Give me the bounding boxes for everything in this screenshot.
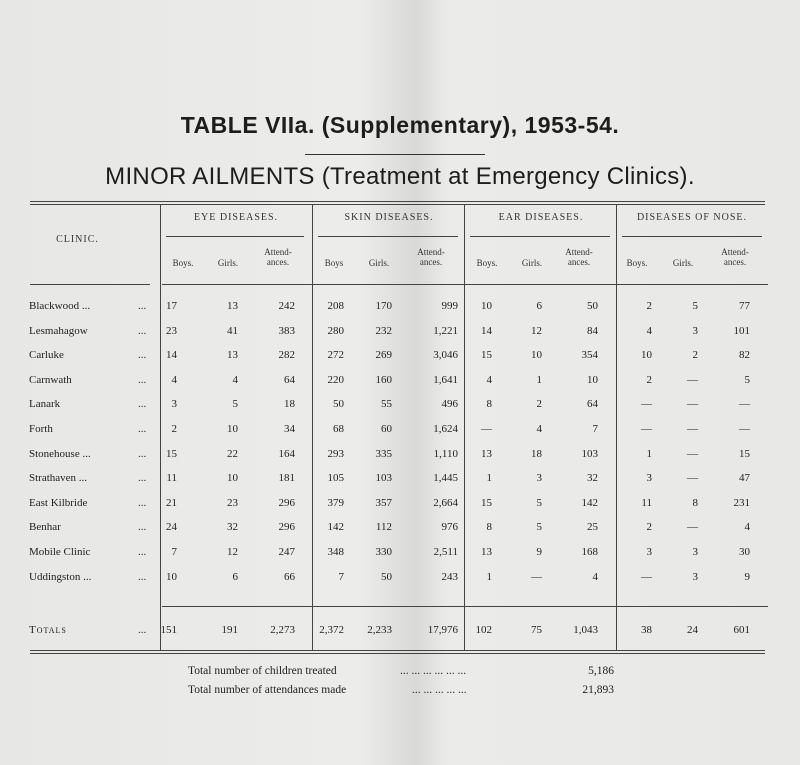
table-cell: 10 <box>227 472 238 485</box>
subheader-eye-attend: Attend- ances. <box>264 247 292 267</box>
table-cell: 13 <box>481 546 492 558</box>
totals-cell: 601 <box>733 624 750 636</box>
table-row <box>0 398 800 422</box>
table-cell: 383 <box>278 324 295 337</box>
table-cell: 6 <box>536 300 542 312</box>
footer-children-dots: ... ... ... ... ... ... <box>400 665 467 677</box>
clinic-name: Mobile Clinic <box>29 546 91 558</box>
clinic-name: Carluke <box>29 349 64 362</box>
table-row <box>0 423 800 447</box>
table-cell: 34 <box>284 423 295 435</box>
table-cell: 357 <box>375 496 392 509</box>
table-cell: 14 <box>166 349 177 362</box>
table-cell: 50 <box>333 398 344 411</box>
subheader-nose-boys: Boys. <box>626 258 648 268</box>
table-cell: 5 <box>692 300 698 312</box>
subheader-eye-boys: Boys. <box>172 258 194 268</box>
clinic-name: Lesmahagow <box>29 324 88 337</box>
clinic-name: Blackwood ... <box>29 300 91 312</box>
footer-attendances-dots: ... ... ... ... ... <box>412 684 467 696</box>
table-cell: 3 <box>646 546 652 558</box>
table-cell: 60 <box>381 423 392 435</box>
table-cell: 168 <box>581 546 598 558</box>
table-cell: 1,221 <box>433 324 458 337</box>
table-cell: — <box>531 570 542 583</box>
totals-rule <box>162 606 768 607</box>
table-cell: 23 <box>227 496 238 509</box>
table-cell: 4 <box>232 373 238 386</box>
table-cell: 11 <box>641 496 652 509</box>
table-cell: 3,046 <box>433 349 458 362</box>
table-cell: 64 <box>284 373 295 386</box>
table-cell: 64 <box>587 398 598 411</box>
clinic-name: Benhar <box>29 521 61 534</box>
table-cell: 348 <box>327 546 344 558</box>
table-cell: 293 <box>327 447 344 460</box>
group-rule-ear <box>470 236 610 237</box>
table-cell: 1 <box>646 447 652 460</box>
totals-cell: 102 <box>475 624 492 636</box>
table-cell: 379 <box>327 496 344 509</box>
table-cell: — <box>687 447 698 460</box>
table-cell: 354 <box>581 349 598 362</box>
table-cell: 1,445 <box>433 472 458 485</box>
table-cell: 15 <box>166 447 177 460</box>
table-cell: 50 <box>381 570 392 583</box>
table-cell: — <box>481 423 492 435</box>
table-cell: 7 <box>592 423 598 435</box>
table-cell: 15 <box>739 447 750 460</box>
subheader-nose-attend: Attend- ances. <box>721 247 749 267</box>
table-cell: 272 <box>327 349 344 362</box>
table-cell: 2 <box>692 349 698 362</box>
header-rule-data <box>162 284 768 285</box>
leader-dots: ... <box>138 349 147 362</box>
table-cell: 25 <box>587 521 598 534</box>
clinic-header: CLINIC. <box>56 234 99 245</box>
table-cell: 3 <box>692 546 698 558</box>
table-cell: 103 <box>375 472 392 485</box>
table-row <box>0 521 800 545</box>
table-cell: 13 <box>227 349 238 362</box>
table-cell: 47 <box>739 472 750 485</box>
table-cell: 24 <box>166 521 177 534</box>
table-cell: 330 <box>375 546 392 558</box>
table-cell: 10 <box>166 570 177 583</box>
table-cell: 8 <box>486 398 492 411</box>
table-cell: 296 <box>278 496 295 509</box>
group-rule-eye <box>166 236 304 237</box>
table-cell: 4 <box>486 373 492 386</box>
table-cell: 15 <box>481 496 492 509</box>
footer-attendances-value: 21,893 <box>582 684 614 696</box>
table-cell: — <box>687 423 698 435</box>
table-cell: 496 <box>441 398 458 411</box>
totals-cell: 2,372 <box>319 624 344 636</box>
table-row <box>0 571 800 595</box>
table-cell: 105 <box>327 472 344 485</box>
group-header-eye: EYE DISEASES. <box>193 212 279 223</box>
table-cell: 231 <box>733 496 750 509</box>
table-cell: 10 <box>641 349 652 362</box>
table-cell: 2 <box>646 521 652 534</box>
subheader-eye-girls: Girls. <box>217 258 239 268</box>
leader-dots: ... <box>138 472 147 485</box>
table-cell: 296 <box>278 521 295 534</box>
leader-dots: ... <box>138 324 147 337</box>
table-cell: 9 <box>536 546 542 558</box>
table-cell: 2 <box>536 398 542 411</box>
table-cell: 5 <box>232 398 238 411</box>
table-cell: 10 <box>531 349 542 362</box>
table-cell: 208 <box>327 300 344 312</box>
clinic-name: Stonehouse ... <box>29 447 91 460</box>
footer-children-value: 5,186 <box>588 665 614 677</box>
subheader-ear-boys: Boys. <box>476 258 498 268</box>
table-cell: — <box>687 472 698 485</box>
table-cell: — <box>641 570 652 583</box>
table-cell: 14 <box>481 324 492 337</box>
table-cell: 11 <box>166 472 177 485</box>
table-cell: 4 <box>171 373 177 386</box>
table-cell: 32 <box>587 472 598 485</box>
table-cell: 13 <box>481 447 492 460</box>
subheader-nose-girls: Girls. <box>672 258 694 268</box>
totals-cell: 2,273 <box>270 624 295 636</box>
table-cell: 247 <box>278 546 295 558</box>
table-cell: 82 <box>739 349 750 362</box>
table-cell: 142 <box>327 521 344 534</box>
table-cell: — <box>641 423 652 435</box>
group-rule-skin <box>318 236 458 237</box>
table-row <box>0 349 800 373</box>
subheader-skin-attend: Attend- ances. <box>417 247 445 267</box>
footer-children-label: Total number of children treated <box>188 665 337 677</box>
top-rule-2 <box>30 204 765 205</box>
table-cell: 181 <box>278 472 295 485</box>
table-row <box>0 448 800 472</box>
leader-dots: ... <box>138 521 147 534</box>
subheader-skin-girls: Girls. <box>368 258 390 268</box>
table-cell: 3 <box>646 472 652 485</box>
table-row <box>0 300 800 324</box>
table-cell: 3 <box>692 570 698 583</box>
table-cell: 2,664 <box>433 496 458 509</box>
table-cell: 3 <box>536 472 542 485</box>
subheader-ear-girls: Girls. <box>521 258 543 268</box>
totals-row <box>0 624 800 648</box>
totals-cell: 2,233 <box>367 624 392 636</box>
group-header-nose: DISEASES OF NOSE. <box>636 212 748 223</box>
table-cell: 18 <box>531 447 542 460</box>
table-cell: 5 <box>536 496 542 509</box>
totals-label: Totals <box>29 624 67 636</box>
table-cell: 243 <box>441 570 458 583</box>
bottom-rule-2 <box>30 653 765 654</box>
clinic-name: Lanark <box>29 398 61 411</box>
table-cell: — <box>687 373 698 386</box>
table-cell: 2 <box>171 423 177 435</box>
table-cell: — <box>687 398 698 411</box>
table-cell: 101 <box>733 324 750 337</box>
table-cell: 30 <box>739 546 750 558</box>
table-cell: 242 <box>278 300 295 312</box>
table-cell: 8 <box>486 521 492 534</box>
table-cell: 3 <box>171 398 177 411</box>
table-cell: 142 <box>581 496 598 509</box>
table-cell: 7 <box>171 546 177 558</box>
table-row <box>0 497 800 521</box>
table-cell: 164 <box>278 447 295 460</box>
table-cell: 10 <box>227 423 238 435</box>
table-row <box>0 374 800 398</box>
clinic-name: Uddingston ... <box>29 570 92 583</box>
table-cell: 1 <box>486 472 492 485</box>
table-cell: 4 <box>646 324 652 337</box>
table-cell: 15 <box>481 349 492 362</box>
table-cell: 84 <box>587 324 598 337</box>
leader-dots: ... <box>138 423 147 435</box>
table-cell: 12 <box>227 546 238 558</box>
table-cell: 68 <box>333 423 344 435</box>
table-cell: 8 <box>692 496 698 509</box>
leader-dots: ... <box>138 546 147 558</box>
footer-attendances-label: Total number of attendances made <box>188 684 347 696</box>
group-rule-nose <box>622 236 762 237</box>
table-cell: 3 <box>692 324 698 337</box>
table-cell: 13 <box>227 300 238 312</box>
table-title: TABLE VIIa. (Supplementary), 1953-54. <box>180 112 620 138</box>
table-cell: 23 <box>166 324 177 337</box>
bottom-rule-1 <box>30 650 765 651</box>
totals-cell: 75 <box>531 624 542 636</box>
table-cell: 170 <box>375 300 392 312</box>
group-header-skin: SKIN DISEASES. <box>344 212 434 223</box>
totals-cell: 191 <box>221 624 238 636</box>
group-header-ear: EAR DISEASES. <box>498 212 584 223</box>
totals-cell: 1,043 <box>573 624 598 636</box>
top-rule-1 <box>30 201 765 202</box>
table-cell: 7 <box>338 570 344 583</box>
table-cell: 66 <box>284 570 295 583</box>
leader-dots: ... <box>138 447 147 460</box>
table-cell: 77 <box>739 300 750 312</box>
subheader-ear-attend: Attend- ances. <box>565 247 593 267</box>
leader-dots: ... <box>138 300 147 312</box>
leader-dots: ... <box>138 373 147 386</box>
table-cell: 22 <box>227 447 238 460</box>
table-cell: 2,511 <box>433 546 458 558</box>
table-cell: 12 <box>531 324 542 337</box>
table-cell: 9 <box>744 570 750 583</box>
table-cell: 5 <box>536 521 542 534</box>
table-subtitle: MINOR AILMENTS (Treatment at Emergency Clinics). <box>105 163 695 190</box>
leader-dots: ... <box>138 496 147 509</box>
totals-cell: 24 <box>687 624 698 636</box>
subheader-skin-boys: Boys <box>324 258 344 268</box>
table-cell: 5 <box>744 373 750 386</box>
table-cell: 999 <box>441 300 458 312</box>
table-cell: 41 <box>227 324 238 337</box>
title-rule <box>305 154 485 155</box>
table-cell: 232 <box>375 324 392 337</box>
totals-cell: 151 <box>160 624 177 636</box>
table-cell: 4 <box>592 570 598 583</box>
table-cell: — <box>739 398 750 411</box>
clinic-name: Carnwath <box>29 373 72 386</box>
table-cell: 112 <box>375 521 392 534</box>
table-cell: 1 <box>536 373 542 386</box>
table-cell: — <box>687 521 698 534</box>
table-cell: 280 <box>327 324 344 337</box>
table-cell: 1,624 <box>433 423 458 435</box>
totals-cell: 17,976 <box>427 624 458 636</box>
table-row <box>0 472 800 496</box>
table-cell: 55 <box>381 398 392 411</box>
table-cell: 18 <box>284 398 295 411</box>
clinic-name: Strathaven ... <box>29 472 88 485</box>
table-cell: 220 <box>327 373 344 386</box>
clinic-name: East Kilbride <box>29 496 88 509</box>
table-cell: 2 <box>646 373 652 386</box>
table-cell: 1,641 <box>433 373 458 386</box>
clinic-name: Forth <box>29 423 53 435</box>
table-cell: 1 <box>486 570 492 583</box>
table-cell: — <box>739 423 750 435</box>
table-cell: 10 <box>587 373 598 386</box>
table-cell: 160 <box>375 373 392 386</box>
leader-dots: ... <box>138 398 147 411</box>
table-cell: 103 <box>581 447 598 460</box>
totals-cell: 38 <box>641 624 652 636</box>
table-cell: 4 <box>536 423 542 435</box>
table-cell: 335 <box>375 447 392 460</box>
leader-dots: ... <box>138 570 147 583</box>
table-cell: 2 <box>646 300 652 312</box>
table-cell: 32 <box>227 521 238 534</box>
table-cell: 269 <box>375 349 392 362</box>
table-cell: 4 <box>744 521 750 534</box>
table-cell: 6 <box>232 570 238 583</box>
table-row <box>0 546 800 570</box>
table-cell: 976 <box>441 521 458 534</box>
totals-dots: ... <box>138 624 147 636</box>
table-cell: 21 <box>166 496 177 509</box>
table-row <box>0 325 800 349</box>
table-cell: 1,110 <box>433 447 458 460</box>
table-cell: — <box>641 398 652 411</box>
header-rule-clinic <box>30 284 150 285</box>
table-cell: 17 <box>166 300 177 312</box>
table-cell: 50 <box>587 300 598 312</box>
table-cell: 282 <box>278 349 295 362</box>
table-cell: 10 <box>481 300 492 312</box>
